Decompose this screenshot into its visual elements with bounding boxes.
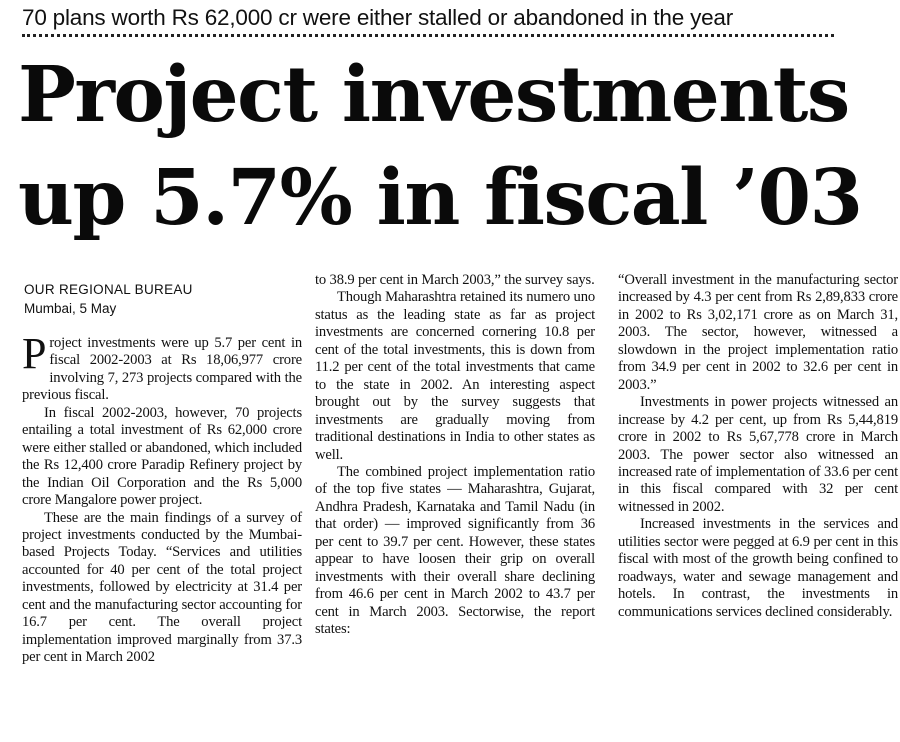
dateline: Mumbai, 5 May — [24, 301, 117, 316]
article-column-3 — [618, 272, 898, 621]
article-column-1 — [22, 329, 302, 667]
paragraph-6: The combined project implementation ratio of the top five states — Maharashtra, Gujarat, Andhra Pradesh, Karnataka and Tamil Nadu (in that order) — improved significantly from 36 per cent to 39.7 per cent. However, these states appear to have loosen their grip on overall investments with their overall share declining from 46.6 per cent in March 2002 to 43.7 per cent in March 2003. Sectorwise, the report states: — [315, 463, 595, 638]
paragraph-3: These are the main findings of a survey of project investments conducted by the Mumbai-based Projects Today. “Services and utilities accounted for 40 per cent of the total project investments, followed by electricity at 31.4 per cent and the manufacturing sector accounting for 16.7 per cent. The overall project implementation improved marginally from 37.3 per cent in March 2002 — [22, 509, 302, 666]
paragraph-7: “Overall investment in the manufacturing sector increased by 4.3 per cent from Rs 2,89,833 crore in 2002 to Rs 3,02,171 crore as on March 31, 2003. The sector, however, witnessed a slowdown in the project implementation ratio from 34.9 per cent in 2002 to 32.6 per cent in 2003.” — [618, 272, 898, 393]
paragraph-8: Investments in power projects witnessed an increase by 4.2 per cent, up from Rs 5,44,819 crore in 2002 to Rs 5,67,778 crore in March 2003. The power sector also witnessed an increased rate of implementation of 33.6 per cent in this fiscal compared with 32 per cent witnessed in 2002. — [618, 394, 898, 515]
dotted-rule — [22, 34, 834, 37]
headline-line-1: Project investments — [18, 50, 849, 140]
paragraph-1-text: roject investments were up 5.7 per cent in fiscal 2002-2003 at Rs 18,06,977 crore involving 7, 273 projects compared with the previous fiscal. — [22, 335, 302, 404]
paragraph-9: Increased investments in the services and utilities sector were pegged at 6.9 per cent in this fiscal with most of the growth being confined to roadways, water and sewage management and hotels. In contrast, the investments in communications services declined considerably. — [618, 516, 898, 620]
kicker-subheadline: 70 plans worth Rs 62,000 cr were either stalled or abandoned in the year — [22, 5, 734, 30]
paragraph-4: to 38.9 per cent in March 2003,” the survey says. — [315, 272, 595, 288]
paragraph-2: In fiscal 2002-2003, however, 70 projects entailing a total investment of Rs 62,000 crore were either stalled or abandoned, which included the Rs 12,400 crore Paradip Refinery project by the Indian Oil Corporation and the Rs 5,000 crore Mangalore power project. — [22, 404, 302, 509]
bureau-credit: OUR REGIONAL BUREAU — [24, 282, 193, 297]
byline — [24, 281, 304, 318]
paragraph-1 — [22, 329, 302, 405]
headline — [18, 44, 888, 250]
drop-cap: P — [22, 329, 47, 378]
headline-line-2: up 5.7% in fiscal ’03 — [18, 153, 862, 243]
article-column-2 — [315, 272, 595, 639]
paragraph-5: Though Maharashtra retained its numero uno status as the leading state as far as project investments are concerned cornering 10.8 per cent of the total investments, this is down from 11.2 per cent of the total investments that came to the state in 2002. An interesting aspect brought out by the survey suggests that investments are gradually moving from traditional destinations in India to other states as well. — [315, 289, 595, 463]
